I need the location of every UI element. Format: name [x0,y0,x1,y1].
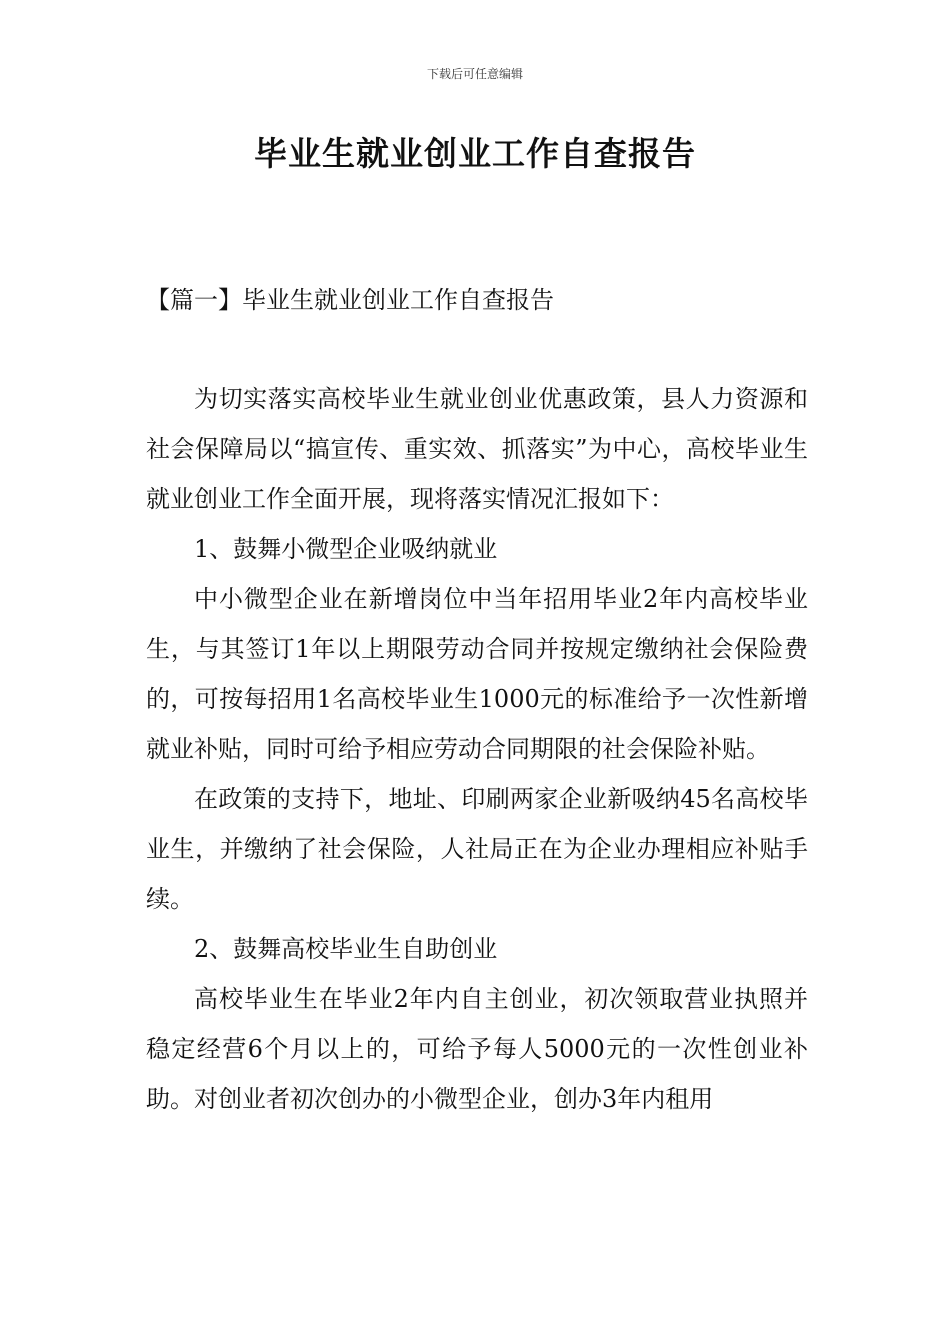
paragraph-policy-2: 高校毕业生在毕业2年内自主创业，初次领取营业执照并稳定经营6个月以上的，可给予每人5000元的一次性创业补助。对创业者初次创办的小微型企业，创办3年内租用 [146,985,808,1113]
section-heading: 【篇一】毕业生就业创业工作自查报告 [146,286,554,314]
document-title: 毕业生就业创业工作自查报告 [254,134,696,173]
paragraph-heading-2: 2、鼓舞高校毕业生自助创业 [194,935,498,963]
paragraph-policy-1: 中小微型企业在新增岗位中当年招用毕业2年内高校毕业生，与其签订1年以上期限劳动合同并按规定缴纳社会保险费的，可按每招用1名高校毕业生1000元的标准给予一次性新增就业补贴，同时可给予相应劳动合同期限的社会保险补贴。 [146,585,808,763]
paragraph-intro: 为切实落实高校毕业生就业创业优惠政策，县人力资源和社会保障局以“搞宣传、重实效、抓落实”为中心，高校毕业生就业创业工作全面开展，现将落实情况汇报如下： [146,385,808,513]
header-note: 下载后可任意编辑 [426,67,523,81]
paragraph-result-1: 在政策的支持下，地址、印刷两家企业新吸纳45名高校毕业生，并缴纳了社会保险，人社局正在为企业办理相应补贴手续。 [146,785,808,913]
paragraph-heading-1: 1、鼓舞小微型企业吸纳就业 [194,535,498,563]
body-text [146,374,808,1124]
